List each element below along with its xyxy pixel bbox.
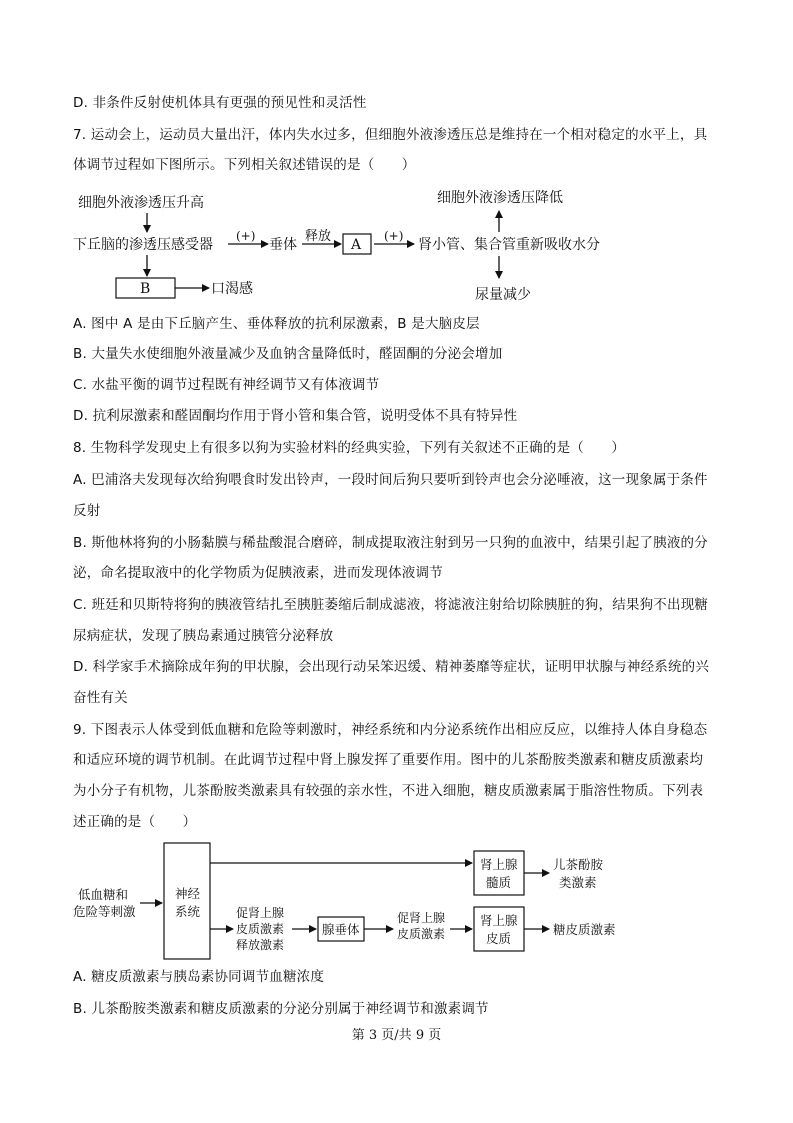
crh-text-2: 皮质激素 <box>236 922 285 936</box>
q6-option-d: D. 非条件反射使机体具有更强的预见性和灵活性 <box>73 95 367 111</box>
pituitary-text: 腺垂体 <box>322 922 360 937</box>
q8-option-c-line1: C. 班廷和贝斯特将狗的胰液管结扎至胰脏萎缩后制成滤液，将滤液注射给切除胰脏的狗，结果狗不出现糖 <box>73 597 709 613</box>
page-footer: 第 3 页/共 9 页 <box>351 1028 442 1043</box>
catecholamine-text-1: 儿茶酚胺 <box>553 857 604 872</box>
q9-stem-line1: 9. 下图表示人体受到低血糖和危险等刺激时，神经系统和内分泌系统作出相应反应，以维持人体自身稳态 <box>73 722 708 738</box>
crh-text-1: 促肾上腺 <box>236 906 285 920</box>
plus-label-2: (+) <box>384 229 404 243</box>
q8-option-d-line2: 奋性有关 <box>73 690 128 706</box>
q8-option-b-line2: 泌，命名提取液中的化学物质为促胰液素，进而发现体液调节 <box>73 565 443 581</box>
nervous-system-box <box>164 843 210 959</box>
adrenal-medulla-box <box>474 851 524 895</box>
q8-option-b-line1: B. 斯他林将狗的小肠黏膜与稀盐酸混合磨碎，制成提取液注射到另一只狗的血液中，结果引起了胰液的分 <box>73 535 708 551</box>
q8-option-c-line2: 尿病症状，发现了胰岛素通过胰管分泌释放 <box>73 628 334 644</box>
q7-stem-line1: 7. 运动会上，运动员大量出汗，体内失水过多，但细胞外液渗透压总是维持在一个相对稳定的水平上，具 <box>73 127 708 143</box>
nervous-text-1: 神经 <box>175 886 201 901</box>
stimulus-text-1: 低血糖和 <box>78 887 129 902</box>
catecholamine-text-2: 类激素 <box>559 875 597 890</box>
box-b-label: B <box>140 281 151 297</box>
glucocorticoid-text: 糖皮质激素 <box>553 922 616 937</box>
q9-stem-line3: 为小分子有机物，儿茶酚胺类激素具有较强的亲水性，不进入细胞，糖皮质激素属于脂溶性物质。下列表 <box>73 783 704 799</box>
adrenal-diagram <box>73 843 616 959</box>
acth-text-2: 皮质激素 <box>397 927 446 941</box>
osmotic-pressure-rise: 细胞外液渗透压升高 <box>78 195 204 211</box>
pituitary-box <box>318 917 364 941</box>
release-label: 释放 <box>305 229 332 244</box>
q7-stem-line2: 体调节过程如下图所示。下列相关叙述错误的是（ ） <box>73 157 416 173</box>
urine-reduce: 尿量减少 <box>475 287 531 303</box>
q9-stem-line4: 述正确的是（ ） <box>73 814 197 830</box>
box-a <box>343 234 371 254</box>
cortex-text-2: 皮质 <box>486 931 512 946</box>
crh-text-3: 释放激素 <box>236 938 285 952</box>
cortex-text-1: 肾上腺 <box>480 913 518 928</box>
box-a-label: A <box>351 237 362 253</box>
q7-option-d: D. 抗利尿激素和醛固酮均作用于肾小管和集合管，说明受体不具有特异性 <box>73 408 518 424</box>
q8-option-d-line1: D. 科学家手术摘除成年狗的甲状腺，会出现行动呆笨迟缓、精神萎靡等症状，证明甲状腺与神经系统的兴 <box>73 659 710 675</box>
q7-option-b: B. 大量失水使细胞外液量减少及血钠含量降低时，醛固酮的分泌会增加 <box>73 346 503 362</box>
medulla-text-2: 髓质 <box>486 875 512 890</box>
q9-option-a: A. 糖皮质激素与胰岛素协同调节血糖浓度 <box>73 969 325 985</box>
kidney-reabsorption: 肾小管、集合管重新吸收水分 <box>418 237 600 253</box>
q9-stem-line2: 和适应环境的调节机制。在此调节过程中肾上腺发挥了重要作用。图中的儿茶酚胺类激素和糖皮质激素均 <box>73 752 704 768</box>
box-b <box>116 278 175 298</box>
medulla-text-1: 肾上腺 <box>480 857 518 872</box>
stimulus-text-2: 危险等刺激 <box>73 904 136 919</box>
q7-option-a: A. 图中 A 是由下丘脑产生、垂体释放的抗利尿激素，B 是大脑皮层 <box>73 316 480 332</box>
q8-stem: 8. 生物科学发现史上有很多以狗为实验材料的经典实验，下列有关叙述不正确的是（ ） <box>73 440 626 456</box>
nervous-text-2: 系统 <box>175 904 201 919</box>
q7-option-c: C. 水盐平衡的调节过程既有神经调节又有体液调节 <box>73 377 380 393</box>
q9-option-b: B. 儿茶酚胺类激素和糖皮质激素的分泌分别属于神经调节和激素调节 <box>73 1001 489 1017</box>
pituitary-label: 垂体 <box>269 237 297 253</box>
plus-label-1: (+) <box>236 229 256 243</box>
acth-text-1: 促肾上腺 <box>397 911 446 925</box>
hypothalamus-receptor: 下丘脑的渗透压感受器 <box>73 237 213 253</box>
q8-option-a-line2: 反射 <box>73 503 101 519</box>
adrenal-cortex-box <box>474 907 524 951</box>
q8-option-a-line1: A. 巴浦洛夫发现每次给狗喂食时发出铃声，一段时间后狗只要听到铃声也会分泌唾液，这一现象属于条件 <box>73 472 708 488</box>
osmotic-pressure-drop: 细胞外液渗透压降低 <box>437 190 563 206</box>
thirst-label: 口渴感 <box>211 281 253 297</box>
